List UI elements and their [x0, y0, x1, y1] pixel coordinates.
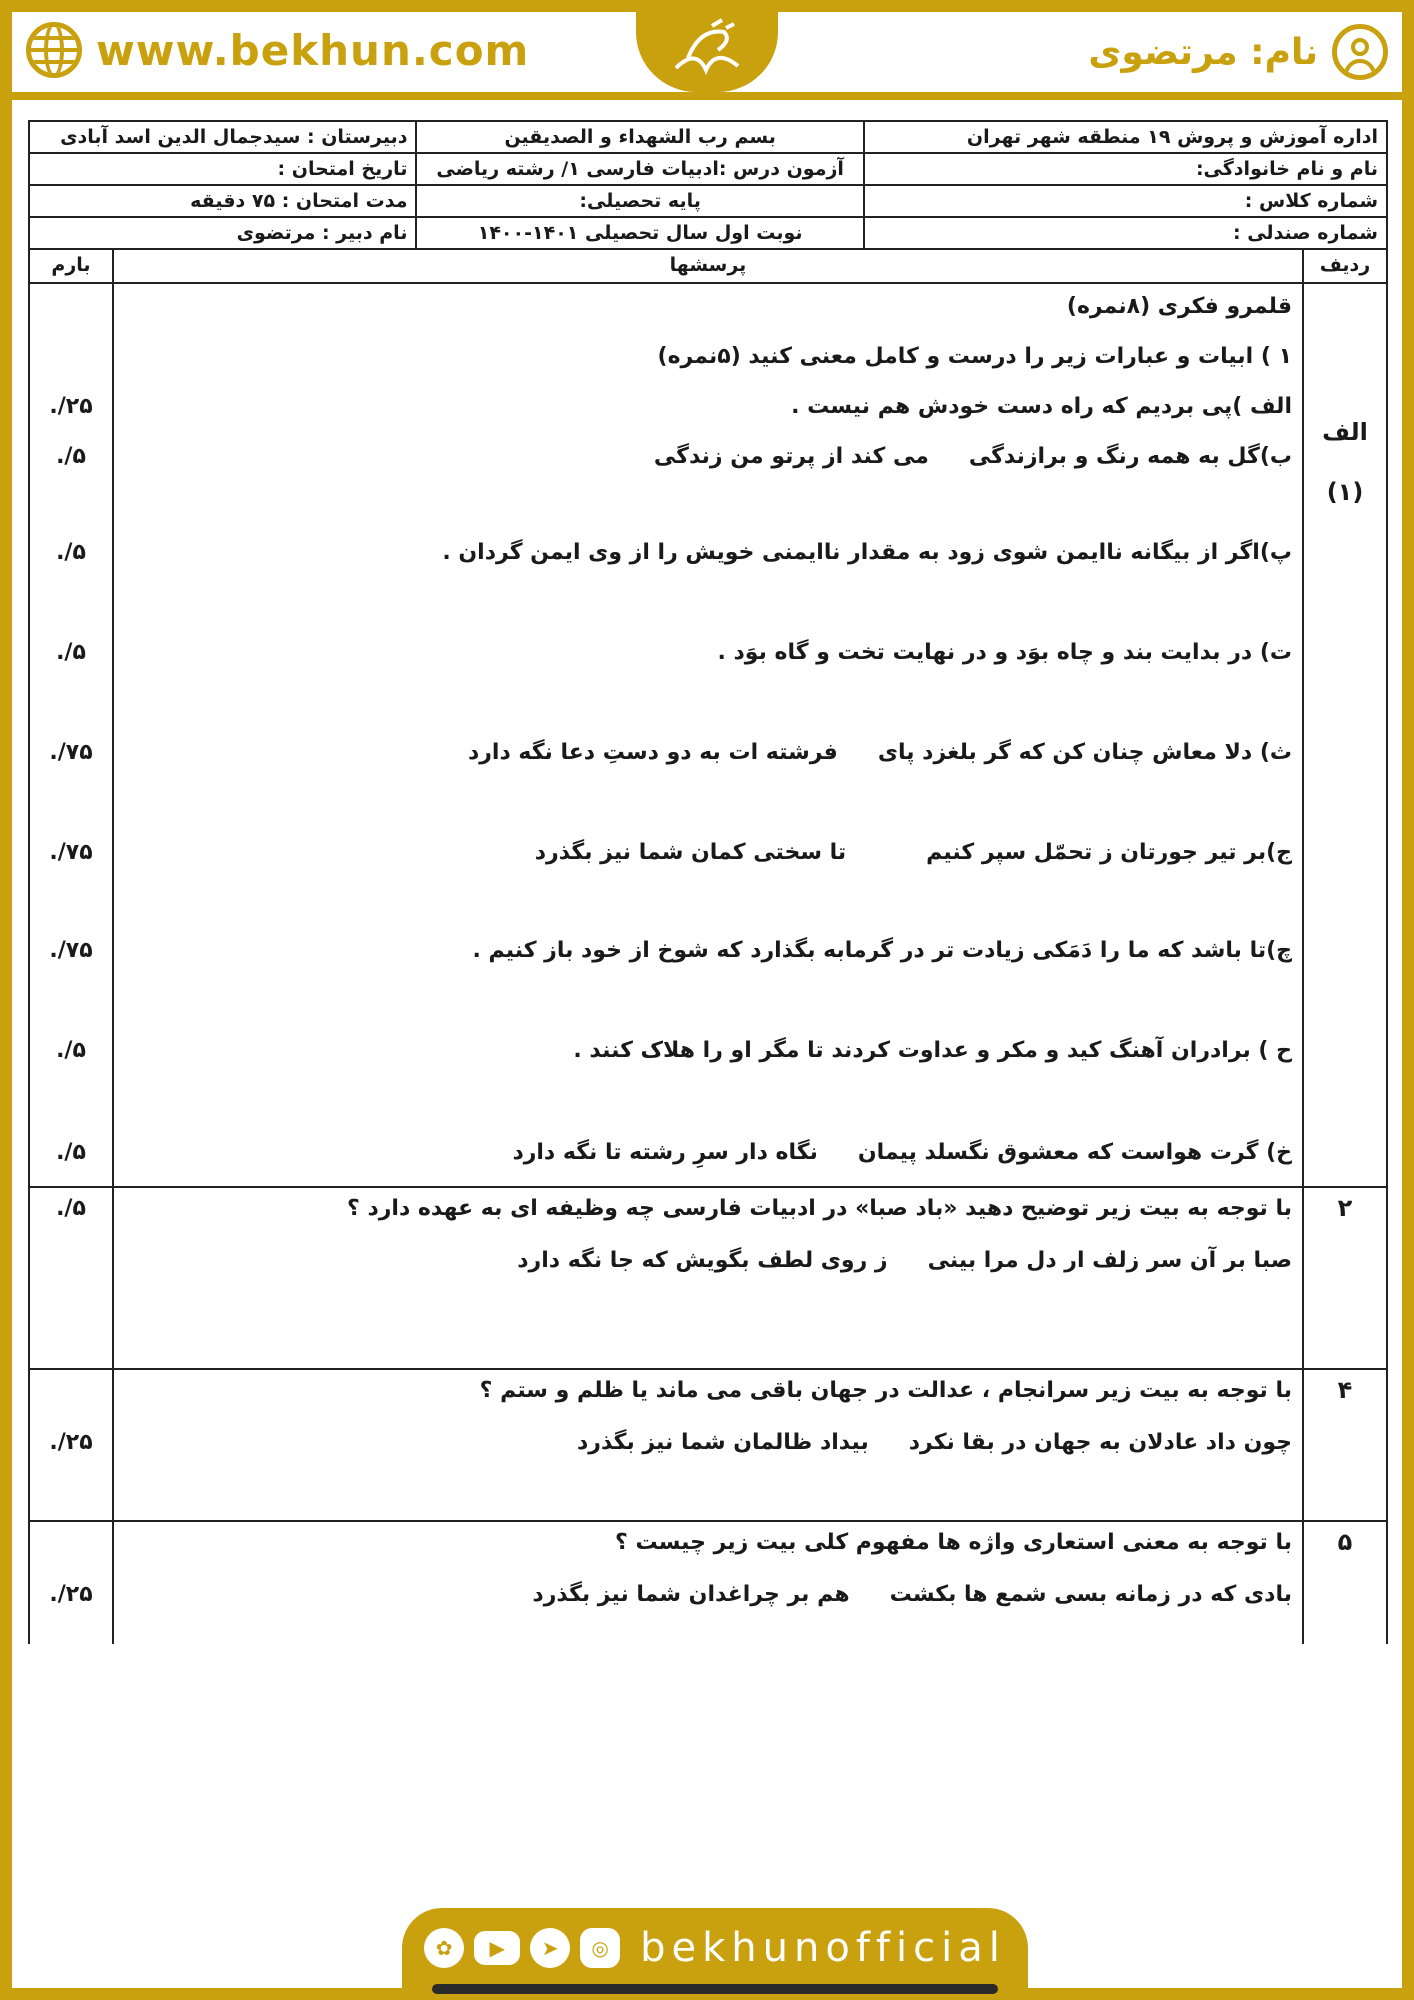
student-name-label [1088, 24, 1388, 80]
question-cell [112, 1370, 1302, 1520]
score-cell [30, 284, 112, 1186]
globe-icon [26, 22, 82, 78]
info-cell: بسم رب الشهداء و الصدیقین [416, 121, 863, 153]
instagram-icon[interactable]: ◎ [580, 1928, 620, 1968]
question-text: با توجه به معنی استعاری واژه ها مفهوم کلی بیت زیر چیست ؟ [615, 1530, 1292, 1555]
score-value: ۵/. [56, 1038, 86, 1063]
info-row [29, 153, 1387, 185]
info-cell: پایه تحصیلی: [416, 185, 863, 217]
row-cell [1302, 1522, 1386, 1644]
score-value: ۷۵/. [49, 938, 93, 963]
row-number: ۴ [1337, 1376, 1353, 1404]
info-row [29, 217, 1387, 249]
question-verse: بادی که در زمانه بسی شمع ها بکشتهم بر چراغدان شما نیز بگذرد [532, 1582, 1292, 1607]
site-link[interactable] [26, 22, 529, 78]
exam-info-table [28, 120, 1388, 250]
footer-shadow [432, 1984, 998, 1994]
question-item: چ)تا باشد که ما را دَمَکی زیادت تر در گرمابه بگذارد که شوخ از خود باز کنیم . [472, 938, 1292, 963]
score-value: ۵/. [56, 540, 86, 565]
brand-logo [636, 12, 778, 92]
info-cell: نوبت اول سال تحصیلی ۱۴۰۱-۱۴۰۰ [416, 217, 863, 249]
bekhun-logo-icon [666, 18, 748, 82]
question-block-2 [28, 1188, 1388, 1370]
section-title: قلمرو فکری (۸نمره) [1066, 294, 1292, 319]
score-value: ۲۵/. [49, 394, 93, 419]
score-value: ۷۵/. [49, 740, 93, 765]
site-url[interactable]: www.bekhun.com [96, 25, 530, 75]
score-value: ۵/. [56, 640, 86, 665]
student-name: نام: مرتضوی [1088, 31, 1318, 73]
header-divider [12, 92, 1402, 100]
aparat-icon[interactable]: ✿ [424, 1928, 464, 1968]
score-cell [30, 1188, 112, 1368]
question-item: ث) دلا معاش چنان کن که گر بلغزد پایفرشته ات به دو دستِ دعا نگه دارد [467, 740, 1292, 765]
question-block-4 [28, 1370, 1388, 1522]
score-column-header: بارم [51, 254, 91, 276]
info-cell: دبیرستان : سیدجمال الدین اسد آبادی [29, 121, 416, 153]
info-cell: مدت امتحان : ۷۵ دقیقه [29, 185, 416, 217]
site-header [12, 12, 1402, 92]
info-cell: تاریخ امتحان : [29, 153, 416, 185]
score-value: ۵/. [56, 444, 86, 469]
row-cell [1302, 1370, 1386, 1520]
question-cell [112, 284, 1302, 1186]
question-verse: چون داد عادلان به جهان در بقا نکردبیداد ظالمان شما نیز بگذرد [576, 1430, 1292, 1455]
telegram-icon[interactable]: ➤ [530, 1928, 570, 1968]
info-cell: اداره آموزش و پروش ۱۹ منطقه شهر تهران [864, 121, 1387, 153]
info-row [29, 121, 1387, 153]
exam-sheet [28, 120, 1388, 1644]
exam-page [12, 12, 1402, 1988]
question-verse: صبا بر آن سر زلف ار دل مرا بینیز روی لطف بگویش که جا نگه دارد [517, 1248, 1292, 1273]
row-sublabel: (۱) [1326, 478, 1364, 506]
score-value: ۷۵/. [49, 840, 93, 865]
user-icon [1332, 24, 1388, 80]
row-cell [1302, 1188, 1386, 1368]
question-item: ب)گل به همه رنگ و برازندگیمی کند از پرتو من زندگی [653, 444, 1292, 469]
question-item: ت) در بدایت بند و چاه بوَد و در نهایت تخت و گاه بوَد . [717, 640, 1292, 665]
social-handle[interactable]: bekhunofficial [640, 1925, 1006, 1971]
questions-column-header: پرسشها [112, 250, 1302, 282]
score-cell [30, 1522, 112, 1644]
info-cell: آزمون درس :ادبیات فارسی ۱/ رشته ریاضی [416, 153, 863, 185]
question-item: پ)اگر از بیگانه ناایمن شوی زود به مقدار ناایمنی خویش را از وی ایمن گردان . [442, 540, 1292, 565]
row-column-header: ردیف [1302, 250, 1386, 282]
question-block-1 [28, 284, 1388, 1188]
questions-header [28, 250, 1388, 284]
score-value: ۲۵/. [49, 1430, 93, 1455]
info-cell: نام دبیر : مرتضوی [29, 217, 416, 249]
question-cell [112, 1188, 1302, 1368]
info-cell: نام و نام خانوادگی: [864, 153, 1387, 185]
score-value: ۵/. [56, 1196, 86, 1221]
row-number: ۵ [1337, 1528, 1353, 1556]
score-cell [30, 1370, 112, 1520]
youtube-icon[interactable]: ▶ [474, 1931, 520, 1965]
question-cell [112, 1522, 1302, 1644]
row-label: الف [1322, 418, 1368, 446]
row-number: ۲ [1337, 1194, 1353, 1222]
question-item: ح ) برادران آهنگ کید و مکر و عداوت کردند تا مگر او را هلاک کنند . [573, 1038, 1292, 1063]
section-instruction: ۱ ) ابیات و عبارات زیر را درست و کامل معنی کنید (۵نمره) [657, 344, 1292, 369]
score-value: ۲۵/. [49, 1582, 93, 1607]
info-row [29, 185, 1387, 217]
question-block-5 [28, 1522, 1388, 1644]
social-footer [402, 1908, 1028, 1988]
question-item: الف )پی بردیم که راه دست خودش هم نیست . [791, 394, 1292, 419]
question-text: با توجه به بیت زیر توضیح دهید «باد صبا» در ادبیات فارسی چه وظیفه ای به عهده دارد ؟ [347, 1196, 1292, 1221]
question-text: با توجه به بیت زیر سرانجام ، عدالت در جهان باقی می ماند یا ظلم و ستم ؟ [479, 1378, 1292, 1403]
question-item: ج)بر تیر جورتان ز تحمّل سپر کنیمتا سختی کمان شما نیز بگذرد [534, 840, 1292, 865]
info-cell: شماره صندلی : [864, 217, 1387, 249]
info-cell: شماره کلاس : [864, 185, 1387, 217]
row-cell [1302, 284, 1386, 1186]
score-value: ۵/. [56, 1140, 86, 1165]
question-item: خ) گرت هواست که معشوق نگسلد پیماننگاه دار سرِ رشته تا نگه دارد [512, 1140, 1292, 1165]
